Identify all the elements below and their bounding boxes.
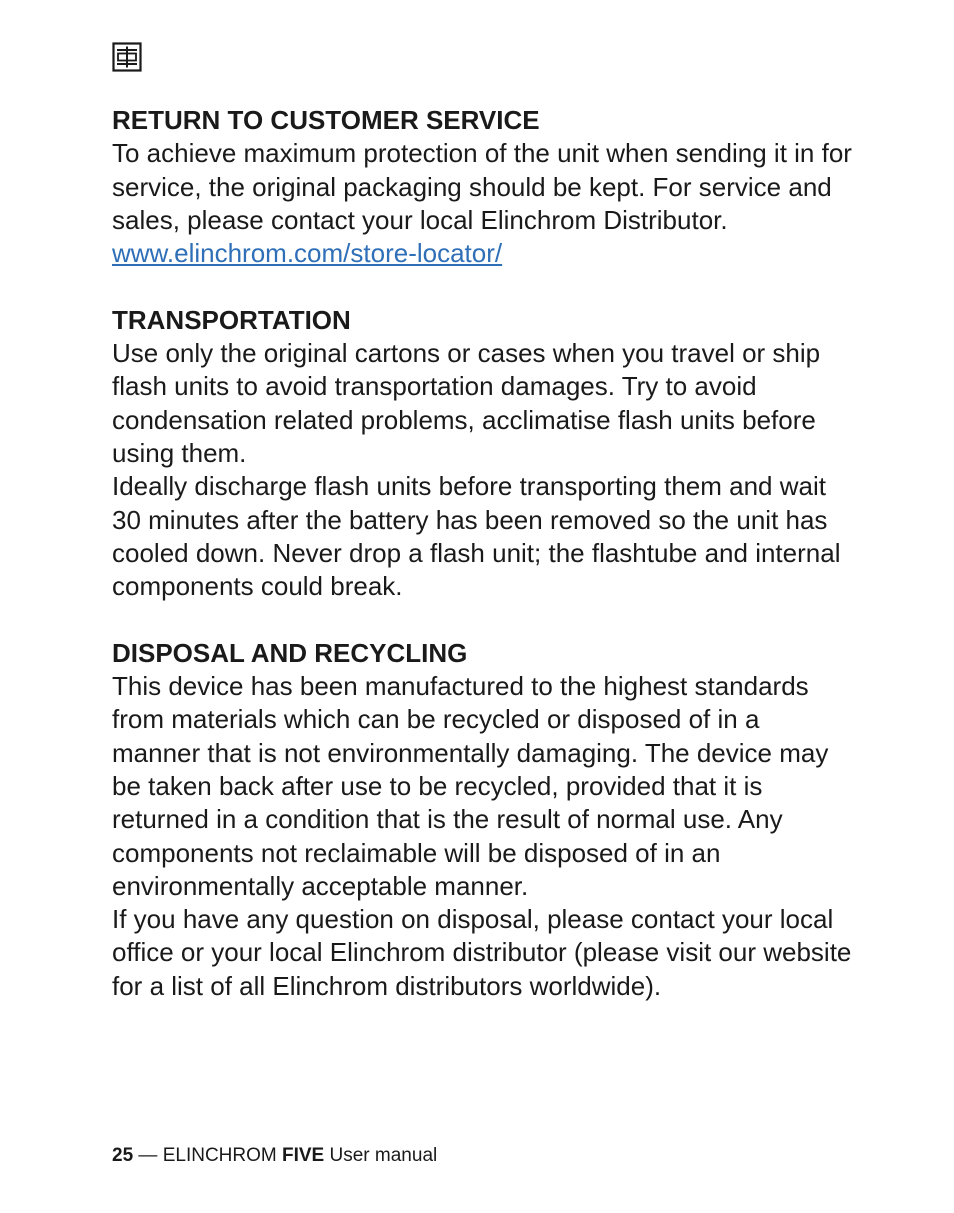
table-of-contents-icon[interactable] [112,42,142,72]
store-locator-link[interactable]: www.elinchrom.com/store-locator/ [112,238,503,269]
section-paragraph: Use only the original cartons or cases when you travel or ship flash units to avoid transportation damages. Try to avoid condensation related problems, acclimatise flash units before using them. [112,338,821,468]
section-heading: TRANSPORTATION [112,304,351,335]
section-transportation [112,304,852,604]
section-return-to-customer-service [112,104,852,270]
section-heading: DISPOSAL AND RECYCLING [112,637,468,668]
section-paragraph: To achieve maximum protection of the unit when sending it in for service, the original packaging should be kept. For service and sales, please contact your local Elinchrom Distributor. [112,138,852,235]
footer-doc-title: User manual [329,1145,438,1166]
footer-brand: ELINCHROM [162,1145,277,1166]
section-disposal-and-recycling [112,637,852,1003]
section-paragraph: Ideally discharge flash units before transporting them and wait 30 minutes after the battery has been removed so the unit has cooled down. Never drop a flash unit; the flashtube and internal components could break. [112,471,841,602]
page-number: 25 [112,1145,134,1166]
section-heading: RETURN TO CUSTOMER SERVICE [112,105,540,135]
footer-product: FIVE [282,1145,325,1166]
footer-separator: — [138,1145,158,1166]
section-paragraph: If you have any question on disposal, please contact your local office or your local Elinchrom distributor (please visit our website for a list of all Elinchrom distributors worldwide). [112,904,852,1001]
page-footer [112,1144,437,1168]
page-content [112,104,852,1003]
section-paragraph: This device has been manufactured to the highest standards from materials which can be recycled or disposed of in a manner that is not environmentally damaging. The device may be taken back after use to be recycled, provided that it is returned in a condition that is the result of normal use. Any components not reclaimable will be disposed of in an environmentally acceptable manner. [112,671,829,901]
